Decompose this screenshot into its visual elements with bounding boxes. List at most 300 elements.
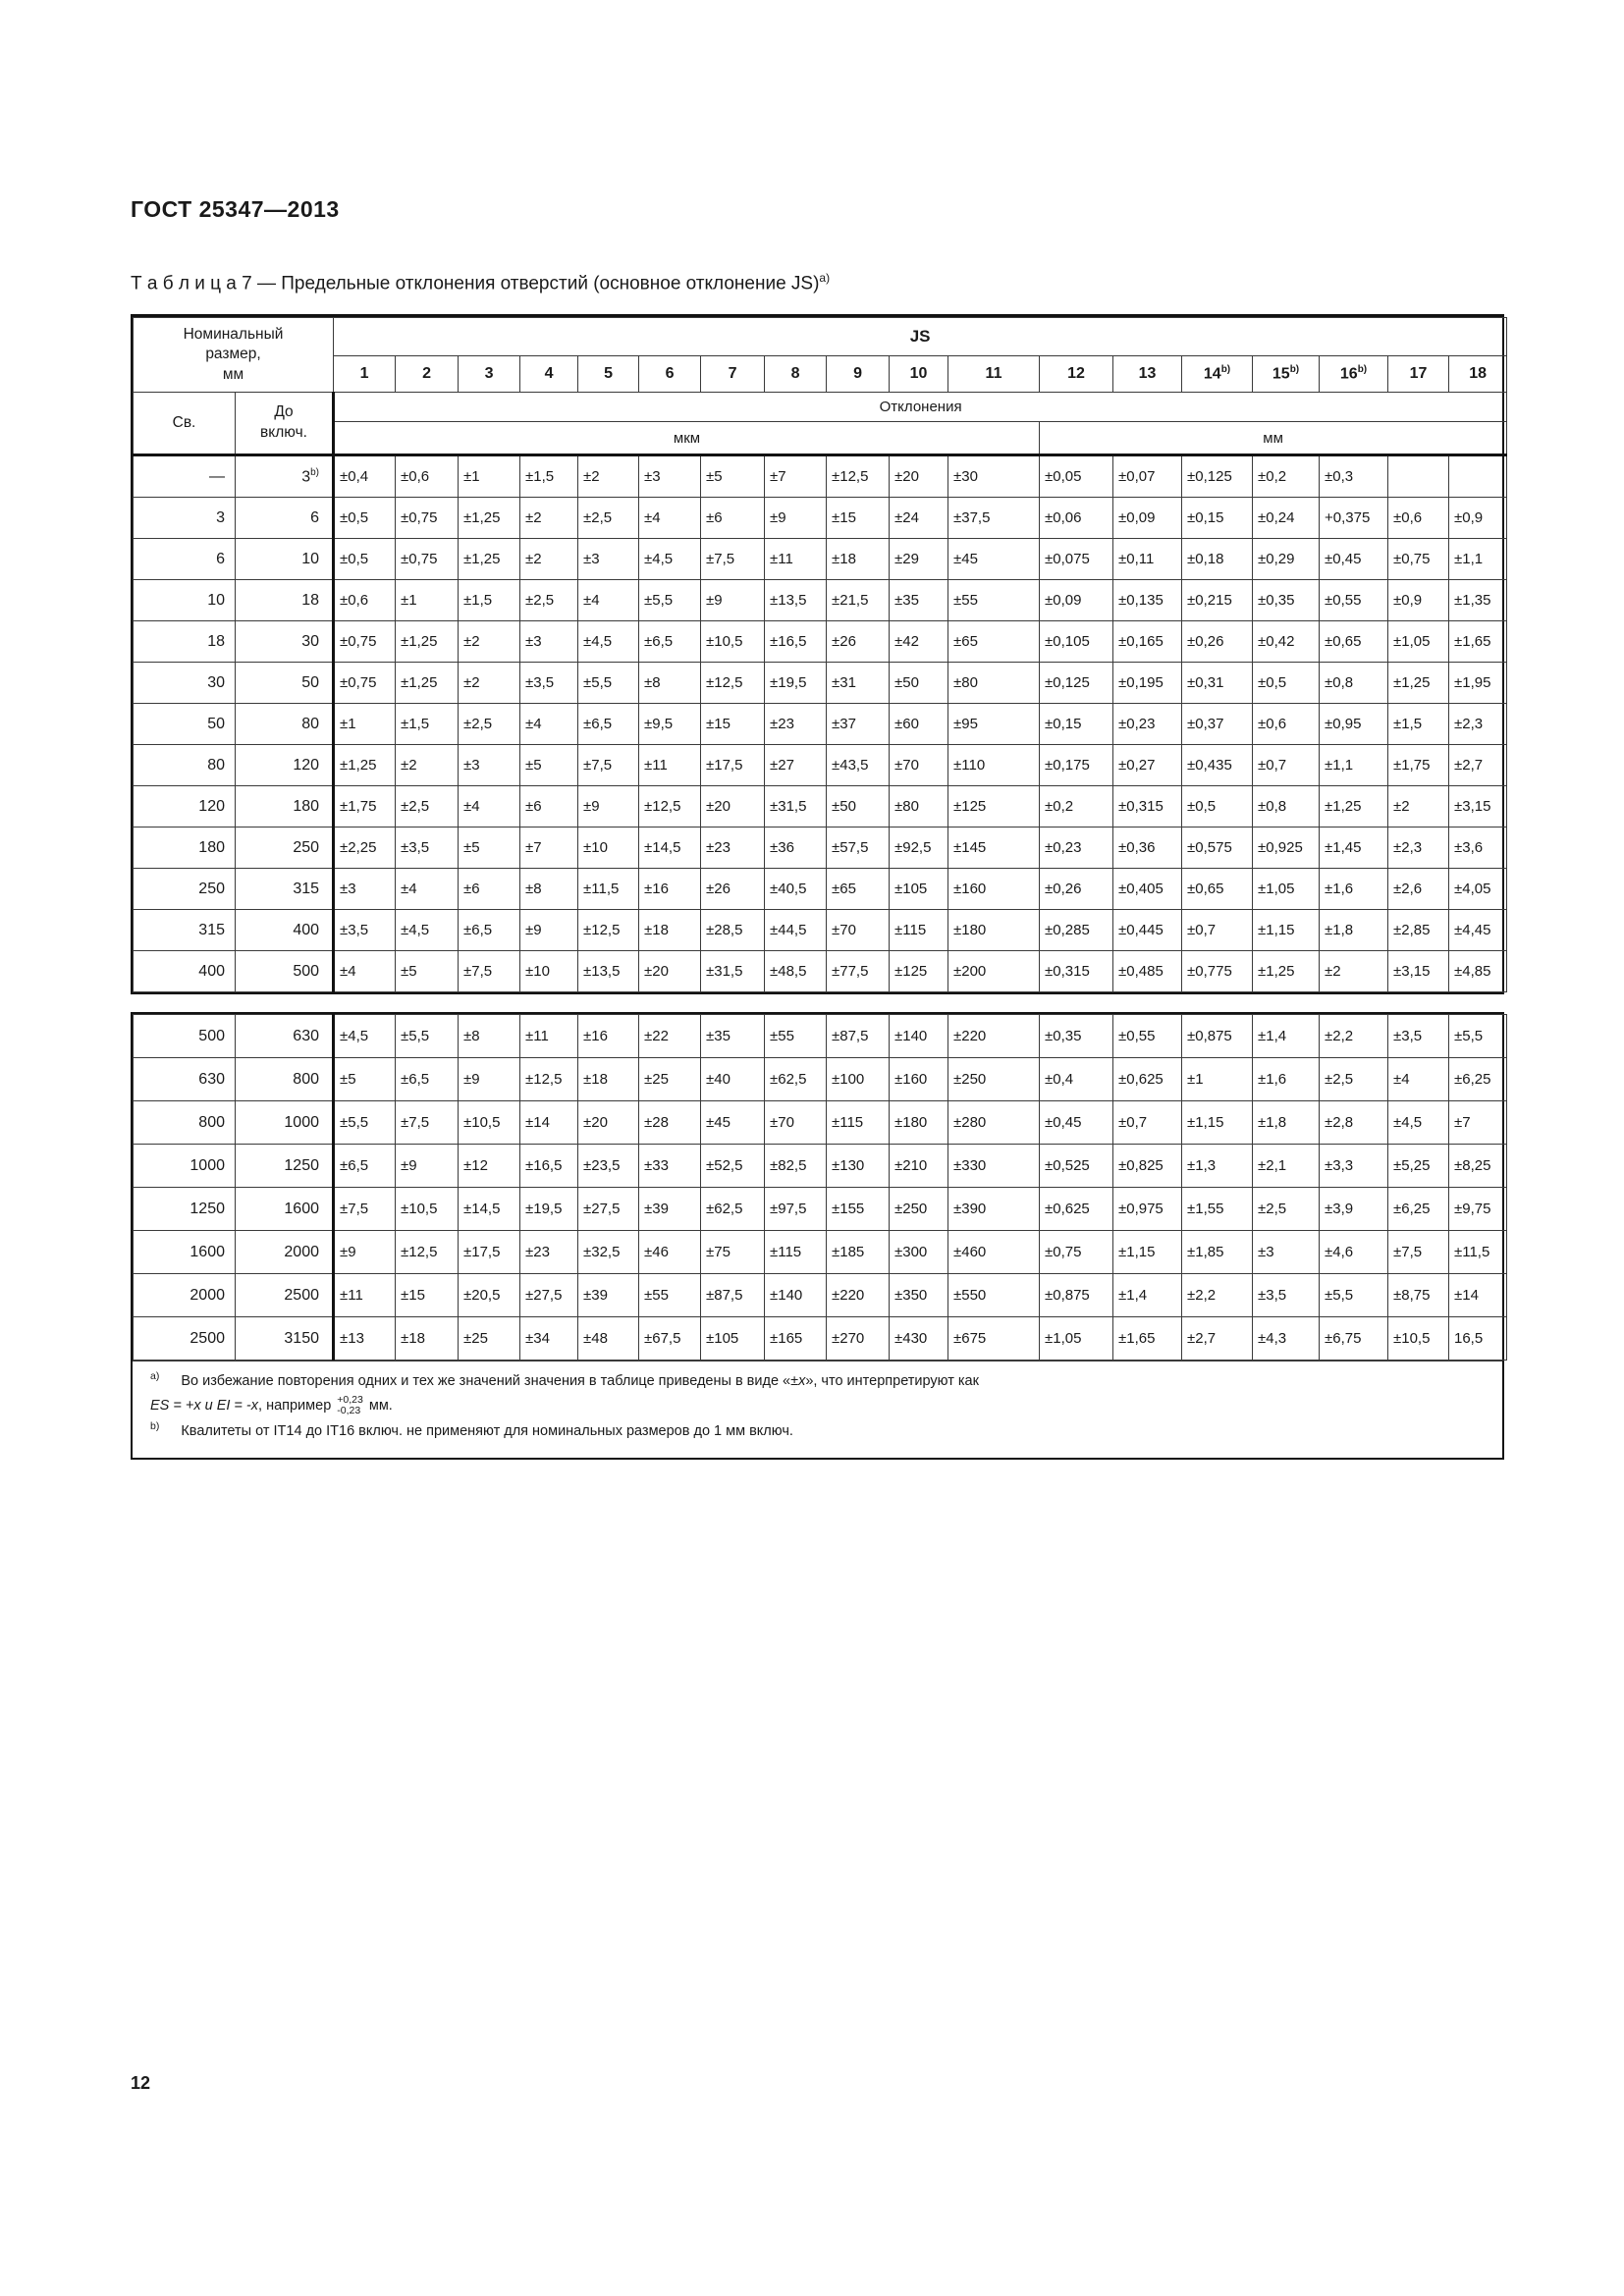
js-grade-column-header: 7: [701, 356, 765, 393]
deviation-value-cell: ±10,5: [1388, 1317, 1449, 1361]
size-upto-cell: 1600: [236, 1188, 334, 1231]
deviation-value-cell: ±4,5: [578, 621, 639, 663]
deviation-value-cell: ±8: [459, 1015, 520, 1058]
deviation-value-cell: ±0,15: [1040, 704, 1113, 745]
js-grade-column-header: 18: [1449, 356, 1507, 393]
deviation-value-cell: ±280: [948, 1101, 1040, 1145]
size-upto-cell: 800: [236, 1058, 334, 1101]
deviation-value-cell: ±14,5: [639, 828, 701, 869]
deviation-value-cell: ±4,05: [1449, 869, 1507, 910]
deviation-value-cell: ±105: [890, 869, 948, 910]
deviation-value-cell: ±4: [578, 580, 639, 621]
deviation-value-cell: ±0,9: [1388, 580, 1449, 621]
deviation-value-cell: ±1,25: [396, 663, 459, 704]
table-row: [134, 704, 1507, 745]
deviation-value-cell: ±20: [639, 951, 701, 992]
deviation-value-cell: ±13: [334, 1317, 396, 1361]
deviation-value-cell: ±0,625: [1113, 1058, 1182, 1101]
size-over-cell: 630: [134, 1058, 236, 1101]
table-row: [134, 1274, 1507, 1317]
deviation-value-cell: ±29: [890, 539, 948, 580]
deviation-value-cell: ±140: [765, 1274, 827, 1317]
deviation-value-cell: ±7,5: [578, 745, 639, 786]
footnote-a-example-limits: +0,23 -0,23: [337, 1393, 363, 1416]
table-caption: [131, 271, 830, 294]
deviation-value-cell: ±675: [948, 1317, 1040, 1361]
js-grade-column-header: 8: [765, 356, 827, 393]
size-over-cell: 2500: [134, 1317, 236, 1361]
deviation-value-cell: ±4,5: [396, 910, 459, 951]
deviation-value-cell: ±330: [948, 1145, 1040, 1188]
deviation-value-cell: ±0,15: [1182, 498, 1253, 539]
deviation-value-cell: ±24: [890, 498, 948, 539]
deviation-value-cell: ±0,7: [1182, 910, 1253, 951]
deviation-value-cell: ±12: [459, 1145, 520, 1188]
deviation-value-cell: ±5,5: [1449, 1015, 1507, 1058]
deviation-value-cell: ±5,25: [1388, 1145, 1449, 1188]
deviation-value-cell: ±0,75: [396, 498, 459, 539]
deviation-value-cell: ±0,09: [1113, 498, 1182, 539]
deviation-value-cell: ±70: [890, 745, 948, 786]
deviation-value-cell: ±0,35: [1253, 580, 1320, 621]
deviation-value-cell: ±105: [701, 1317, 765, 1361]
deviation-value-cell: ±3,5: [1388, 1015, 1449, 1058]
size-over-cell: —: [134, 455, 236, 498]
deviation-value-cell: ±4: [459, 786, 520, 828]
table-row: [134, 1101, 1507, 1145]
deviation-value-cell: ±10: [520, 951, 578, 992]
deviation-value-cell: ±15: [701, 704, 765, 745]
deviation-value-cell: ±4,5: [334, 1015, 396, 1058]
deviation-value-cell: ±1,45: [1320, 828, 1388, 869]
deviation-value-cell: ±95: [948, 704, 1040, 745]
deviation-value-cell: ±4: [520, 704, 578, 745]
deviation-value-cell: ±2,85: [1388, 910, 1449, 951]
deviation-value-cell: ±0,445: [1113, 910, 1182, 951]
deviation-value-cell: ±1,25: [1388, 663, 1449, 704]
main-table: [131, 314, 1504, 1460]
deviation-value-cell: ±2: [578, 455, 639, 498]
deviation-value-cell: ±0,135: [1113, 580, 1182, 621]
deviation-value-cell: ±28,5: [701, 910, 765, 951]
js-grade-column-header: 17: [1388, 356, 1449, 393]
size-over-cell: 315: [134, 910, 236, 951]
table-row: [134, 498, 1507, 539]
deviation-value-cell: ±18: [578, 1058, 639, 1101]
deviation-value-cell: ±1,8: [1253, 1101, 1320, 1145]
size-upto-cell: 3$^{b)}$: [236, 455, 334, 498]
js-grade-column-header: 3: [459, 356, 520, 393]
deviation-value-cell: ±8: [520, 869, 578, 910]
deviation-value-cell: ±3,5: [396, 828, 459, 869]
deviation-value-cell: ±3: [639, 455, 701, 498]
deviation-value-cell: ±250: [948, 1058, 1040, 1101]
deviation-value-cell: ±11,5: [1449, 1231, 1507, 1274]
deviation-value-cell: ±3: [578, 539, 639, 580]
deviation-value-cell: ±3,6: [1449, 828, 1507, 869]
deviation-value-cell: ±0,6: [334, 580, 396, 621]
deviation-value-cell: ±40,5: [765, 869, 827, 910]
deviation-value-cell: ±0,405: [1113, 869, 1182, 910]
deviation-value-cell: ±7,5: [334, 1188, 396, 1231]
deviation-value-cell: ±11: [334, 1274, 396, 1317]
deviation-value-cell: ±0,215: [1182, 580, 1253, 621]
deviation-value-cell: ±0,6: [1388, 498, 1449, 539]
deviation-value-cell: ±250: [890, 1188, 948, 1231]
deviation-value-cell: ±0,3: [1320, 455, 1388, 498]
table-row: [134, 621, 1507, 663]
deviation-value-cell: ±6,25: [1449, 1058, 1507, 1101]
deviation-value-cell: ±87,5: [827, 1015, 890, 1058]
footnote-a-text: Во избежание повторения одних и тех же значений значения в таблице приведены в виде «±: [181, 1372, 799, 1389]
table-row: [134, 1145, 1507, 1188]
deviation-value-cell: ±180: [948, 910, 1040, 951]
deviation-value-cell: ±27: [765, 745, 827, 786]
deviation-value-cell: ±2: [459, 621, 520, 663]
deviation-value-cell: ±0,625: [1040, 1188, 1113, 1231]
deviation-value-cell: ±155: [827, 1188, 890, 1231]
deviation-value-cell: ±18: [396, 1317, 459, 1361]
deviation-value-cell: ±3,5: [1253, 1274, 1320, 1317]
table-row: [134, 910, 1507, 951]
deviation-value-cell: ±2: [459, 663, 520, 704]
deviation-value-cell: ±0,23: [1040, 828, 1113, 869]
deviation-value-cell: ±34: [520, 1317, 578, 1361]
deviation-value-cell: ±0,125: [1182, 455, 1253, 498]
js-grade-column-header: 16$^{b)}$: [1320, 356, 1388, 393]
table-row: [134, 1058, 1507, 1101]
js-grade-column-header: 13: [1113, 356, 1182, 393]
deviation-value-cell: ±8,25: [1449, 1145, 1507, 1188]
deviation-value-cell: ±37,5: [948, 498, 1040, 539]
deviation-value-cell: ±9: [459, 1058, 520, 1101]
deviation-value-cell: ±3: [520, 621, 578, 663]
deviation-value-cell: ±1,35: [1449, 580, 1507, 621]
deviation-value-cell: ±52,5: [701, 1145, 765, 1188]
deviation-value-cell: ±300: [890, 1231, 948, 1274]
deviation-value-cell: ±210: [890, 1145, 948, 1188]
deviation-value-cell: ±6: [459, 869, 520, 910]
deviation-value-cell: ±0,315: [1113, 786, 1182, 828]
deviation-value-cell: ±9: [701, 580, 765, 621]
deviation-value-cell: ±6,25: [1388, 1188, 1449, 1231]
deviation-value-cell: ±77,5: [827, 951, 890, 992]
deviation-value-cell: ±110: [948, 745, 1040, 786]
deviation-value-cell: ±220: [827, 1274, 890, 1317]
deviation-value-cell: ±23: [520, 1231, 578, 1274]
deviation-value-cell: ±9: [334, 1231, 396, 1274]
deviation-value-cell: ±3: [1253, 1231, 1320, 1274]
deviation-value-cell: ±2,8: [1320, 1101, 1388, 1145]
deviation-value-cell: ±44,5: [765, 910, 827, 951]
table-row: [134, 869, 1507, 910]
size-over-cell: 1000: [134, 1145, 236, 1188]
deviation-value-cell: 16,5: [1449, 1317, 1507, 1361]
deviation-value-cell: ±55: [639, 1274, 701, 1317]
deviation-value-cell: ±2: [520, 498, 578, 539]
deviation-value-cell: ±1,25: [459, 539, 520, 580]
deviation-value-cell: ±13,5: [765, 580, 827, 621]
footnote-a-formula-line: ES = +x и EI = -x, например +0,23 -0,23 мм.: [150, 1393, 393, 1416]
deviation-value-cell: ±5,5: [396, 1015, 459, 1058]
deviation-value-cell: ±46: [639, 1231, 701, 1274]
deviation-value-cell: ±12,5: [701, 663, 765, 704]
deviation-value-cell: ±37: [827, 704, 890, 745]
table-row: [134, 786, 1507, 828]
deviation-value-cell: [1388, 455, 1449, 498]
deviations-header: Отклонения: [334, 393, 1507, 422]
deviation-value-cell: ±60: [890, 704, 948, 745]
js-grade-column-header: 9: [827, 356, 890, 393]
deviation-value-cell: ±3: [334, 869, 396, 910]
table-row: [134, 663, 1507, 704]
deviation-value-cell: ±160: [890, 1058, 948, 1101]
deviation-value-cell: ±33: [639, 1145, 701, 1188]
deviation-value-cell: ±5: [396, 951, 459, 992]
deviation-value-cell: ±20: [578, 1101, 639, 1145]
table-row: [134, 1188, 1507, 1231]
size-over-cell: 180: [134, 828, 236, 869]
deviation-value-cell: ±140: [890, 1015, 948, 1058]
deviation-value-cell: ±3,15: [1388, 951, 1449, 992]
deviation-value-cell: [1449, 455, 1507, 498]
micrometers-unit-header: мкм: [334, 422, 1040, 455]
deviation-value-cell: ±2,5: [1253, 1188, 1320, 1231]
footnote-b-marker: b): [150, 1419, 160, 1432]
deviation-value-cell: ±0,7: [1253, 745, 1320, 786]
deviation-value-cell: ±0,105: [1040, 621, 1113, 663]
deviation-value-cell: ±39: [639, 1188, 701, 1231]
deviation-value-cell: ±7,5: [396, 1101, 459, 1145]
deviation-value-cell: ±125: [948, 786, 1040, 828]
size-over-cell: 50: [134, 704, 236, 745]
deviation-value-cell: ±62,5: [765, 1058, 827, 1101]
deviation-value-cell: ±4,3: [1253, 1317, 1320, 1361]
deviation-value-cell: ±0,65: [1182, 869, 1253, 910]
deviation-value-cell: ±0,29: [1253, 539, 1320, 580]
deviation-value-cell: ±1,55: [1182, 1188, 1253, 1231]
table-row: [134, 1015, 1507, 1058]
deviation-value-cell: ±0,75: [1388, 539, 1449, 580]
deviation-value-cell: ±26: [827, 621, 890, 663]
size-over-cell: 120: [134, 786, 236, 828]
footnote-b: [150, 1419, 1487, 1442]
size-upto-cell: 250: [236, 828, 334, 869]
deviation-value-cell: ±7: [765, 455, 827, 498]
deviation-value-cell: ±6,5: [459, 910, 520, 951]
deviation-value-cell: ±5,5: [1320, 1274, 1388, 1317]
deviation-value-cell: ±5: [459, 828, 520, 869]
deviation-value-cell: ±0,8: [1253, 786, 1320, 828]
deviation-value-cell: ±35: [890, 580, 948, 621]
deviation-value-cell: ±1: [396, 580, 459, 621]
deviation-value-cell: ±145: [948, 828, 1040, 869]
deviation-value-cell: ±0,35: [1040, 1015, 1113, 1058]
deviation-value-cell: ±4,5: [1388, 1101, 1449, 1145]
deviation-value-cell: ±9: [396, 1145, 459, 1188]
deviation-value-cell: ±0,55: [1320, 580, 1388, 621]
deviation-value-cell: ±32,5: [578, 1231, 639, 1274]
deviations-table-lower: [133, 1014, 1507, 1361]
deviation-value-cell: ±55: [948, 580, 1040, 621]
deviation-value-cell: ±13,5: [578, 951, 639, 992]
deviation-value-cell: ±0,825: [1113, 1145, 1182, 1188]
deviation-value-cell: ±100: [827, 1058, 890, 1101]
deviation-value-cell: ±4,85: [1449, 951, 1507, 992]
table-upper-block: [131, 314, 1504, 994]
size-over-cell: 400: [134, 951, 236, 992]
deviation-value-cell: ±65: [827, 869, 890, 910]
millimeters-unit-header: мм: [1040, 422, 1507, 455]
js-grade-column-header: 10: [890, 356, 948, 393]
deviation-value-cell: ±14: [520, 1101, 578, 1145]
size-upto-cell: 30: [236, 621, 334, 663]
deviation-value-cell: ±0,775: [1182, 951, 1253, 992]
deviation-value-cell: ±15: [827, 498, 890, 539]
deviation-value-cell: ±18: [827, 539, 890, 580]
deviation-value-cell: ±16,5: [520, 1145, 578, 1188]
nominal-size-header: Номинальный размер, мм: [134, 318, 334, 393]
deviation-value-cell: ±165: [765, 1317, 827, 1361]
deviation-value-cell: ±45: [701, 1101, 765, 1145]
deviation-value-cell: ±0,26: [1040, 869, 1113, 910]
size-upto-cell: 400: [236, 910, 334, 951]
deviation-value-cell: ±0,24: [1253, 498, 1320, 539]
deviation-value-cell: ±1,75: [334, 786, 396, 828]
deviation-value-cell: ±0,8: [1320, 663, 1388, 704]
deviation-value-cell: ±0,525: [1040, 1145, 1113, 1188]
table-row: [134, 1231, 1507, 1274]
deviation-value-cell: ±26: [701, 869, 765, 910]
deviation-value-cell: ±0,125: [1040, 663, 1113, 704]
deviation-value-cell: ±0,37: [1182, 704, 1253, 745]
size-upto-cell: 315: [236, 869, 334, 910]
size-upto-cell: 50: [236, 663, 334, 704]
deviation-value-cell: ±80: [948, 663, 1040, 704]
deviation-value-cell: ±160: [948, 869, 1040, 910]
table-row: [134, 455, 1507, 498]
size-upto-cell: 2500: [236, 1274, 334, 1317]
deviation-value-cell: ±39: [578, 1274, 639, 1317]
deviation-value-cell: ±2,3: [1388, 828, 1449, 869]
deviation-value-cell: ±18: [639, 910, 701, 951]
deviation-value-cell: ±10,5: [396, 1188, 459, 1231]
deviation-value-cell: ±12,5: [578, 910, 639, 951]
deviation-value-cell: ±0,75: [1040, 1231, 1113, 1274]
deviation-value-cell: ±0,575: [1182, 828, 1253, 869]
deviation-value-cell: ±0,5: [334, 498, 396, 539]
deviation-value-cell: ±57,5: [827, 828, 890, 869]
deviation-value-cell: ±1: [1182, 1058, 1253, 1101]
deviation-value-cell: ±2,5: [459, 704, 520, 745]
deviation-value-cell: ±0,7: [1113, 1101, 1182, 1145]
deviation-value-cell: ±1,25: [334, 745, 396, 786]
deviation-value-cell: ±3,5: [334, 910, 396, 951]
deviation-value-cell: ±14: [1449, 1274, 1507, 1317]
deviation-value-cell: ±97,5: [765, 1188, 827, 1231]
js-grade-column-header: 12: [1040, 356, 1113, 393]
deviation-value-cell: ±27,5: [520, 1274, 578, 1317]
deviation-value-cell: ±2,5: [578, 498, 639, 539]
deviation-value-cell: ±0,485: [1113, 951, 1182, 992]
size-upto-cell: 10: [236, 539, 334, 580]
table-row: [134, 1317, 1507, 1361]
deviation-value-cell: ±92,5: [890, 828, 948, 869]
footnote-a: $^{a)}$ Во избежание повторения одних и тех же значений значения в таблице приведены в виде «±x», что интерпретируют как: [150, 1370, 979, 1389]
deviation-value-cell: ±0,6: [1253, 704, 1320, 745]
size-over-cell: 6: [134, 539, 236, 580]
deviation-value-cell: ±0,175: [1040, 745, 1113, 786]
deviation-value-cell: ±0,2: [1040, 786, 1113, 828]
table-footnotes: [133, 1361, 1502, 1458]
deviation-value-cell: ±270: [827, 1317, 890, 1361]
deviation-value-cell: ±50: [890, 663, 948, 704]
deviation-value-cell: ±2,7: [1449, 745, 1507, 786]
deviation-value-cell: ±1,25: [1253, 951, 1320, 992]
deviation-value-cell: ±0,42: [1253, 621, 1320, 663]
deviation-value-cell: ±10,5: [459, 1101, 520, 1145]
deviation-value-cell: ±20: [701, 786, 765, 828]
deviation-value-cell: ±1,75: [1388, 745, 1449, 786]
deviation-value-cell: ±0,11: [1113, 539, 1182, 580]
deviation-value-cell: ±31: [827, 663, 890, 704]
deviation-value-cell: ±16,5: [765, 621, 827, 663]
deviation-value-cell: ±82,5: [765, 1145, 827, 1188]
deviation-value-cell: ±42: [890, 621, 948, 663]
deviation-value-cell: ±1,3: [1182, 1145, 1253, 1188]
deviation-value-cell: ±1,25: [396, 621, 459, 663]
deviation-value-cell: ±12,5: [639, 786, 701, 828]
deviation-value-cell: ±48: [578, 1317, 639, 1361]
deviation-value-cell: ±87,5: [701, 1274, 765, 1317]
deviation-value-cell: ±36: [765, 828, 827, 869]
deviation-value-cell: ±0,45: [1320, 539, 1388, 580]
deviation-value-cell: ±4,6: [1320, 1231, 1388, 1274]
js-grade-column-header: 5: [578, 356, 639, 393]
deviation-value-cell: ±1,8: [1320, 910, 1388, 951]
deviation-value-cell: ±1,25: [459, 498, 520, 539]
deviation-value-cell: ±8,75: [1388, 1274, 1449, 1317]
deviation-value-cell: ±12,5: [827, 455, 890, 498]
deviation-value-cell: ±4,45: [1449, 910, 1507, 951]
deviation-value-cell: ±1,15: [1253, 910, 1320, 951]
deviation-value-cell: ±4,5: [639, 539, 701, 580]
deviation-value-cell: ±1,5: [520, 455, 578, 498]
size-over-cell: 1250: [134, 1188, 236, 1231]
deviation-value-cell: ±0,925: [1253, 828, 1320, 869]
deviation-value-cell: ±0,315: [1040, 951, 1113, 992]
deviation-value-cell: ±6,5: [639, 621, 701, 663]
deviation-value-cell: ±0,31: [1182, 663, 1253, 704]
deviation-value-cell: ±2,5: [396, 786, 459, 828]
deviation-value-cell: ±70: [827, 910, 890, 951]
deviation-value-cell: ±0,07: [1113, 455, 1182, 498]
size-over-cell: 800: [134, 1101, 236, 1145]
size-over-cell: 80: [134, 745, 236, 786]
deviation-value-cell: ±27,5: [578, 1188, 639, 1231]
deviation-value-cell: ±0,975: [1113, 1188, 1182, 1231]
deviation-value-cell: ±62,5: [701, 1188, 765, 1231]
deviation-value-cell: ±7,5: [459, 951, 520, 992]
footnote-b-text: Квалитеты от IT14 до IT16 включ. не применяют для номинальных размеров до 1 мм включ.: [181, 1422, 793, 1439]
deviation-value-cell: ±21,5: [827, 580, 890, 621]
deviation-value-cell: ±2: [1388, 786, 1449, 828]
size-upto-cell: 120: [236, 745, 334, 786]
deviation-value-cell: ±0,27: [1113, 745, 1182, 786]
deviation-value-cell: ±9: [578, 786, 639, 828]
deviation-value-cell: ±20: [890, 455, 948, 498]
deviation-value-cell: ±1,65: [1449, 621, 1507, 663]
